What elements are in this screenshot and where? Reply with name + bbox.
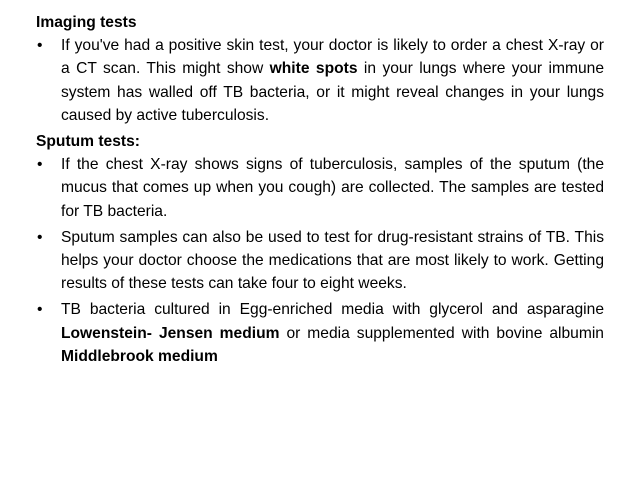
sputum-tests-list [36,153,604,368]
bullet-text: If the chest X-ray shows signs of tuberculosis, samples of the sputum (the mucus that comes up when you cough) are collected. The samples are tested for TB bacteria. [61,156,604,220]
section-heading-imaging-tests: Imaging tests [36,14,137,31]
bullet-icon: • [37,37,43,55]
bullet-icon: • [37,156,43,174]
emphasis-white-spots: white spots [269,60,358,78]
bullet-text [61,301,604,364]
bullet-text-part: If you've had a positive skin test, your doctor is likely to order a chest X-ray or a CT scan. This might show [61,37,604,78]
list-item [36,153,604,223]
bullet-text-part: TB bacteria cultured in Egg-enriched media with glycerol and asparagine [61,301,604,319]
imaging-tests-list [36,34,604,127]
list-item [36,226,604,296]
list-item [36,298,604,368]
emphasis-middlebrook-medium: Middlebrook medium [61,347,218,365]
bullet-text-part: or media supplemented with bovine albumin [279,324,604,342]
section-heading-sputum-tests: Sputum tests: [36,133,140,151]
list-item [36,34,604,127]
bullet-text [61,37,604,124]
bullet-text: Sputum samples can also be used to test for drug-resistant strains of TB. This helps your doctor choose the medications that are most likely to work. Getting results of these tests can take four to eight weeks. [61,228,604,293]
emphasis-lowenstein-jensen-medium: Lowenstein- Jensen medium [61,324,280,342]
bullet-text-part: in your lungs where your immune system has walled off TB bacteria, or it might reveal changes in your lungs caused by active tuberculosis. [61,60,604,124]
bullet-icon: • [37,301,43,319]
bullet-icon: • [37,228,43,246]
